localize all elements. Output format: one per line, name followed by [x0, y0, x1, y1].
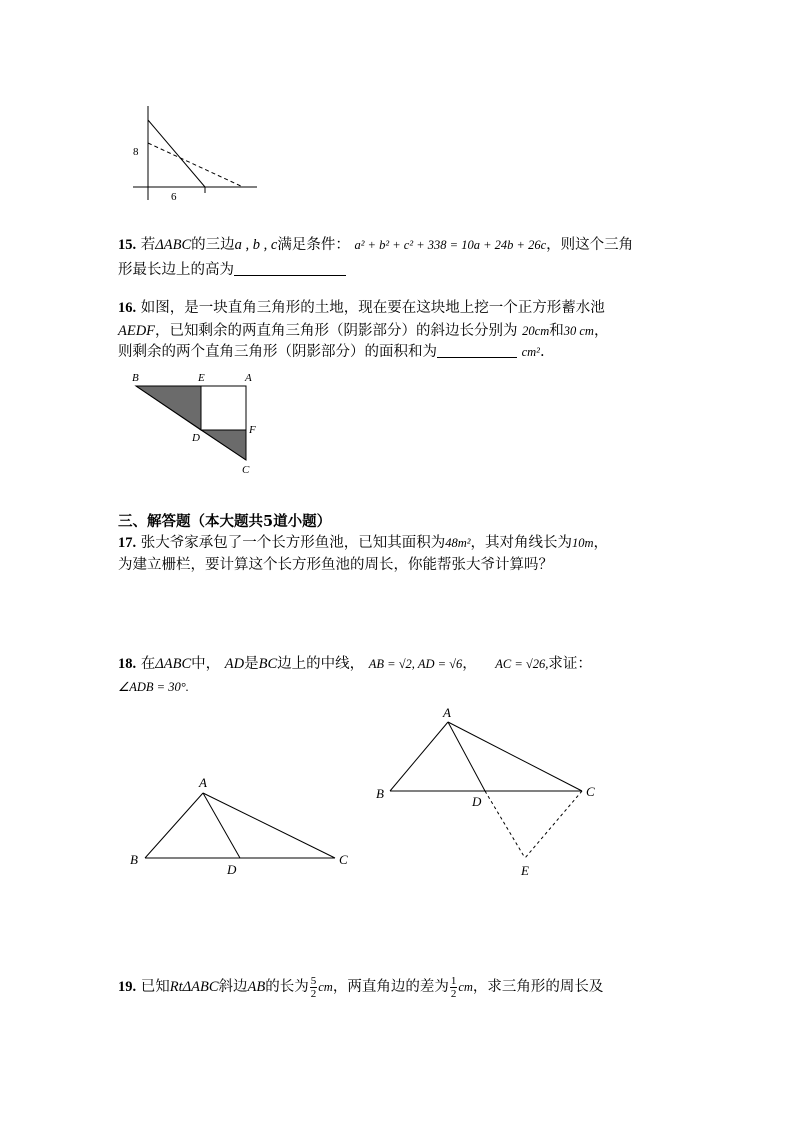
svg-text:A: A: [443, 705, 451, 720]
svg-text:D: D: [227, 862, 237, 877]
svg-text:D: D: [472, 794, 482, 809]
question-18-line2: ∠ADB = 30°.: [118, 680, 189, 694]
svg-text:A: A: [245, 372, 252, 384]
question-16-line2: AEDF，已知剩余的两直角三角形（阴影部分）的斜边长分别为 20cm和30 cm，: [118, 323, 609, 339]
side-AC: [448, 722, 582, 791]
question-number: 17.: [118, 535, 137, 551]
side-AC: [203, 793, 335, 858]
svg-text:C: C: [242, 464, 250, 476]
svg-text:F: F: [249, 424, 256, 436]
svg-text:C: C: [586, 784, 595, 799]
question-number: 15.: [118, 237, 137, 253]
question-15: 15. 若ΔABC的三边a , b , c满足条件： a² + b² + c² + 338 = 10a + 24b + 26c，则这个三角: [118, 237, 634, 253]
solid-slant-line: [148, 120, 205, 187]
dashed-DE: [485, 791, 525, 858]
svg-text:D: D: [192, 432, 200, 444]
fraction-1-2: $\frac{1}{2}$: [450, 974, 457, 1000]
svg-text:A: A: [199, 775, 207, 790]
figure-18-left: [125, 770, 365, 880]
svg-text:E: E: [521, 863, 529, 878]
median-AD: [448, 722, 485, 791]
answer-blank[interactable]: [437, 343, 517, 358]
label-8: 8: [133, 146, 139, 158]
question-16: 16. 如图，是一块直角三角形的土地，现在要在这块地上挖一个正方形蓄水池: [118, 300, 605, 316]
figure-18-right: [370, 700, 610, 885]
fraction-5-2: $\frac{5}{2}$: [310, 974, 317, 1000]
side-AB: [145, 793, 203, 858]
question-number: 19.: [118, 979, 137, 995]
question-number: 18.: [118, 656, 137, 672]
svg-text:B: B: [130, 852, 138, 867]
svg-text:E: E: [198, 372, 205, 384]
question-17-line2: 为建立栅栏，要计算这个长方形鱼池的周长，你能帮张大爷计算吗？: [118, 557, 553, 573]
svg-text:B: B: [376, 786, 384, 801]
dashed-slant-line: [148, 143, 243, 187]
question-19: 19. 已知RtΔABC斜边AB的长为 $\frac{5}{2}$ cm，两直角边的差为 $\frac{1}{2}$ cm，求三角形的周长及: [118, 974, 604, 1000]
question-16-line3: 则剩余的两个直角三角形（阴影部分）的面积和为 cm².: [118, 344, 545, 360]
equation: a² + b² + c² + 338 = 10a + 24b + 26c: [354, 238, 547, 252]
question-15-line2: 形最长边上的高为: [118, 260, 678, 281]
question-17: 17. 张大爷家承包了一个长方形鱼池，已知其面积为48m²，其对角线长为10m，: [118, 535, 609, 551]
section-heading: 三、解答题（本大题共5道小题）: [118, 513, 332, 530]
question-number: 16.: [118, 300, 137, 316]
top-figure: [125, 100, 265, 210]
figure-16: [128, 368, 268, 478]
dashed-CE: [525, 791, 582, 858]
side-AB: [390, 722, 448, 791]
question-18: 18. 在ΔABC中， AD是BC边上的中线， AB = √2, AD = √6， AC = √26,求证：: [118, 656, 592, 672]
svg-text:B: B: [132, 372, 139, 384]
answer-blank[interactable]: [234, 261, 346, 276]
label-6: 6: [171, 191, 177, 203]
svg-text:C: C: [339, 852, 348, 867]
square-AEDF: [201, 386, 246, 430]
median-AD: [203, 793, 240, 858]
